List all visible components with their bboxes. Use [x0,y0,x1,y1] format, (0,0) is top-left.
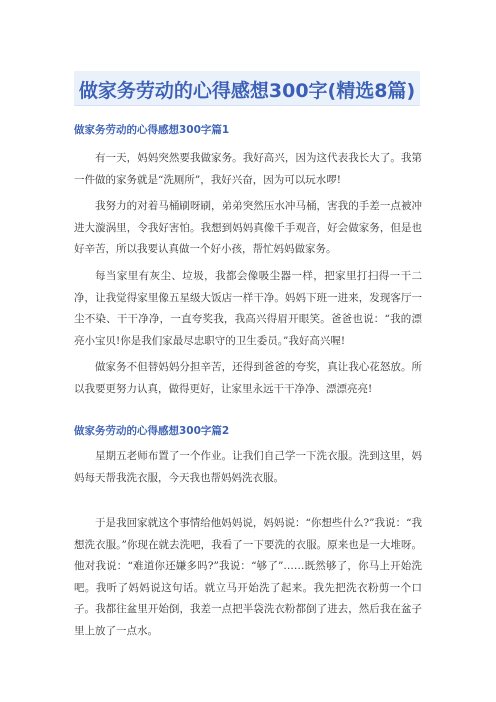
document-title: 做家务劳动的心得感想300字(精选8篇) [78,80,416,102]
paragraph: 于是我回家就这个事情给他妈妈说，妈妈说：“你想些什么?”我说：“我想洗衣服。”你现在就去洗吧，我看了一下要洗的衣服。原来也是一大堆呀。他对我说：“难道你还嫌多吗?”我说：“够了”……既然够了，你马上开始洗吧。我听了妈妈说这句话。就立马开始洗了起来。我先把洗衣粉剪一个口子。我都往盆里开始倒，我差一点把半袋洗衣粉都倒了进去，然后我在盆子里上放了一点水。 [74,517,422,637]
paragraph: 有一天，妈妈突然要我做家务。我好高兴，因为这代表我长大了。我第一件做的家务就是“洗厕所”，我好兴奋，因为可以玩水啰! [74,152,422,186]
paragraph: 做家务不但替妈妈分担辛苦，还得到爸爸的夸奖，真让我心花怒放。所以我要更努力认真，做得更好，让家里永远干干净净、漂漂亮亮! [74,361,422,395]
section-heading: 做家务劳动的心得感想300字篇2 [74,425,230,437]
paragraph: 我努力的对着马桶刷呀刷，弟弟突然压水冲马桶，害我的手差一点被冲进大漩涡里，令我好害怕。我想到妈妈真像千手观音，好会做家务，但是也好辛苦，所以我要认真做一个好小孩，帮忙妈妈做家务。 [74,200,422,255]
paragraph: 星期五老师布置了一个作业。让我们自己学一下洗衣服。洗到这里，妈妈每天帮我洗衣服，今天我也帮妈妈洗衣服。 [74,450,422,484]
title-banner [74,71,420,106]
paragraph: 每当家里有灰尘、垃圾，我都会像吸尘器一样，把家里打扫得一干二净，让我觉得家里像五星级大饭店一样干净。妈妈下班一进来，发现客厅一尘不染、干干净净，一直夸奖我，我高兴得眉开眼笑。爸爸也说：“我的漂亮小宝贝!你是我们家最尽忠职守的卫生委员。”我好高兴喔! [74,270,422,347]
section-heading: 做家务劳动的心得感想300字篇1 [74,124,230,136]
